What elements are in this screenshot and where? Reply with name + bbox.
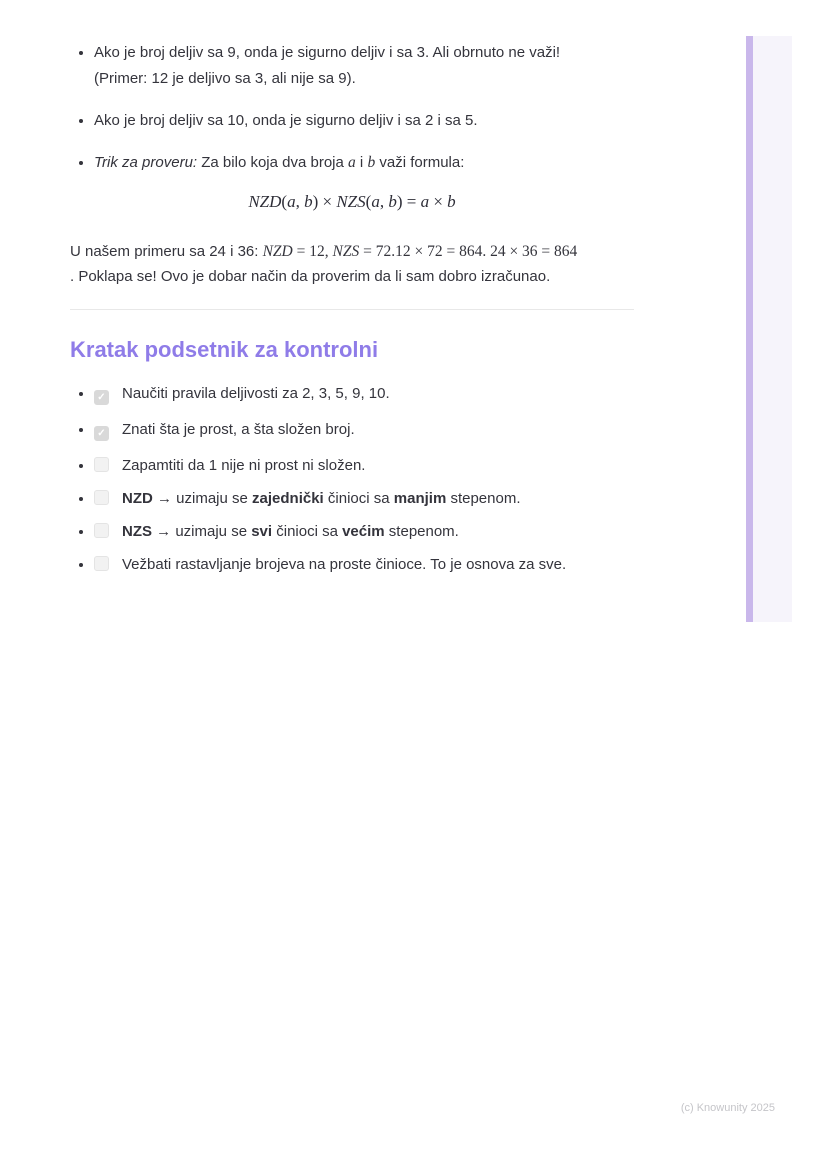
checklist-term-nzs: NZS [122, 523, 152, 540]
formula-part: b [447, 192, 456, 211]
bullet-item-trick [94, 150, 634, 176]
nzd-nzs-formula [70, 192, 634, 212]
checklist [70, 385, 634, 573]
checklist-item-text: stepenom. [384, 523, 459, 540]
checklist-item-text: Zapamtiti da 1 nije ni prost ni složen. [122, 457, 366, 474]
next-page-edge[interactable] [746, 36, 792, 622]
checklist-item-text: → uzimaju se [152, 523, 252, 540]
math-eq-verify: = 72.12 × 72 = 864. 24 × 36 = 864 [359, 243, 578, 260]
checklist-term-nzd: NZD [122, 490, 153, 507]
formula-part: NZS [336, 192, 366, 211]
section-heading: Kratak podsetnik za kontrolni [70, 337, 379, 362]
formula-part: a [420, 192, 430, 211]
example-paragraph [70, 239, 634, 289]
bullet-item-line1: Ako je broj deljiv sa 9, onda je sigurno deljiv i sa 3. Ali obrnuto ne važi! [94, 44, 561, 61]
checklist-bold-word: manjim [393, 490, 447, 507]
checkbox-unchecked[interactable] [94, 490, 109, 505]
section-divider [70, 309, 634, 310]
check-icon: • ✓ [97, 428, 106, 439]
example-text-tail: . Poklapa se! Ovo je dobar način da proverim da li sam dobro izračunao. [70, 268, 551, 285]
trick-lead-italic: Trik za proveru: [94, 154, 198, 171]
example-text-lead: U našem primeru sa 24 i 36: [70, 243, 263, 260]
checklist-item [94, 556, 634, 573]
formula-part: ) = [396, 192, 421, 211]
formula-part: , [379, 192, 389, 211]
formula-part: b [388, 192, 397, 211]
formula-part: , [295, 192, 305, 211]
formula-part: ( [365, 192, 372, 211]
checklist-item [94, 421, 634, 441]
trick-text-tail: važi formula: [375, 154, 465, 171]
checklist-item [94, 523, 634, 540]
bullet-item-divisible-9 [94, 40, 634, 92]
checklist-item-text: Znati šta je prost, a šta složen broj. [122, 421, 355, 438]
document-page [70, 40, 634, 589]
checklist-item [94, 457, 634, 474]
checklist-item-text: Vežbati rastavljanje brojeva na proste činioce. To je osnova za sve. [122, 556, 567, 573]
formula-part: × [429, 192, 448, 211]
trick-text: Za bilo koja dva broja [197, 154, 349, 171]
intro-bullet-list [70, 40, 634, 176]
checklist-item-text: stepenom. [446, 490, 521, 507]
bullet-item-text: Ako je broj deljiv sa 10, onda je sigurno deljiv i sa 2 i sa 5. [94, 112, 478, 129]
bullet-item-divisible-10 [94, 108, 634, 134]
math-nzd: NZD [262, 243, 293, 260]
formula-part: NZD [248, 192, 282, 211]
checklist-item [94, 490, 634, 507]
checkbox-unchecked[interactable] [94, 457, 109, 472]
formula-part: ( [281, 192, 288, 211]
formula-part: b [304, 192, 313, 211]
checklist-item-text: Naučiti pravila deljivosti za 2, 3, 5, 9, 10. [122, 385, 390, 402]
trick-text-mid: i [355, 154, 368, 171]
math-nzs: NZS [332, 243, 360, 260]
checklist-bold-word: svi [251, 523, 273, 540]
math-var-a: a [348, 154, 356, 171]
checklist-item-text: činioci sa [272, 523, 343, 540]
checklist-item-text: činioci sa [323, 490, 394, 507]
checkbox-checked[interactable] [94, 426, 109, 441]
formula-part: ) × [312, 192, 337, 211]
math-var-b: b [367, 154, 376, 171]
copyright-footer: (c) Knowunity 2025 [680, 1102, 775, 1114]
checklist-item-text: → uzimaju se [152, 490, 253, 507]
check-icon: • ✓ [97, 392, 106, 403]
math-eq-12: = 12, [292, 243, 333, 260]
checklist-item [94, 385, 634, 405]
checkbox-checked[interactable] [94, 390, 109, 405]
formula-part: a [287, 192, 296, 211]
checkbox-unchecked[interactable] [94, 523, 109, 538]
bullet-item-line2: (Primer: 12 je deljivo sa 3, ali nije sa 9). [94, 70, 356, 87]
checklist-bold-word: zajednički [252, 490, 324, 507]
checklist-bold-word: većim [342, 523, 385, 540]
checkbox-unchecked[interactable] [94, 556, 109, 571]
formula-part: a [371, 192, 380, 211]
